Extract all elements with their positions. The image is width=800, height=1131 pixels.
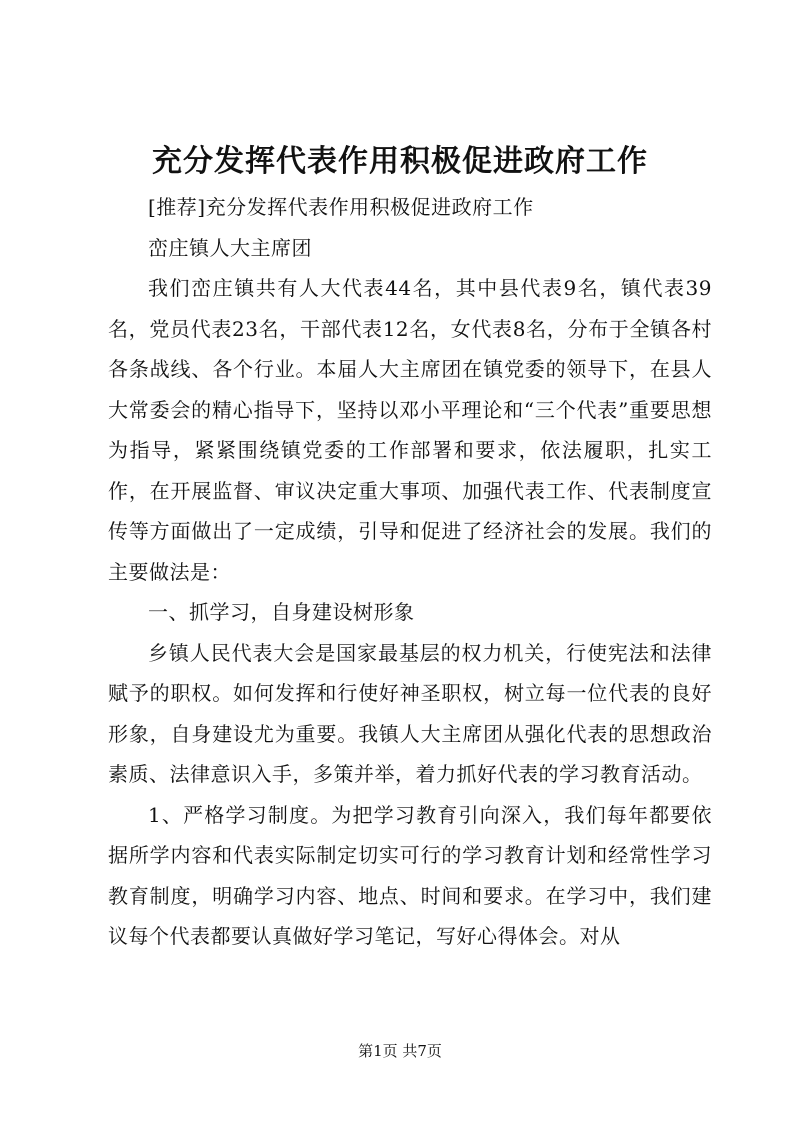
section-heading: 一、抓学习，自身建设树形象	[148, 600, 415, 624]
document-body	[108, 187, 712, 957]
author-line: 峦庄镇人大主席团	[148, 235, 312, 260]
intro-paragraph: 我们峦庄镇共有人大代表44名，其中县代表9名，镇代表39名，党员代表23名，干部代表12名，女代表8名，分布于全镇各村各条战线、各个行业。本届人大主席团在镇党委的领导下，在县人大常委会的精心指导下，坚持以邓小平理论和“三个代表”重要思想为指导，紧紧围绕镇党委的工作部署和要求，依法履职，扎实工作，在开展监督、审议决定重大事项、加强代表工作、代表制度宣传等方面做出了一定成绩，引导和促进了经济社会的发展。我们的主要做法是：	[108, 276, 712, 584]
document-title: 充分发挥代表作用积极促进政府工作	[152, 144, 648, 179]
body-paragraph: 1、严格学习制度。为把学习教育引向深入，我们每年都要依据所学内容和代表实际制定切实可行的学习教育计划和经常性学习教育制度，明确学习内容、地点、时间和要求。在学习中，我们建议每个代表都要认真做好学习笔记，写好心得体会。对从	[108, 802, 712, 948]
page-footer: 第1页 共7页	[358, 1042, 442, 1060]
body-paragraph: 乡镇人民代表大会是国家最基层的权力机关，行使宪法和法律赋予的职权。如何发挥和行使好神圣职权，树立每一位代表的良好形象，自身建设尤为重要。我镇人大主席团从强化代表的思想政治素质、法律意识入手，多策并举，着力抓好代表的学习教育活动。	[108, 640, 712, 786]
recommend-line: [推荐]充分发挥代表作用积极促进政府工作	[148, 195, 534, 219]
